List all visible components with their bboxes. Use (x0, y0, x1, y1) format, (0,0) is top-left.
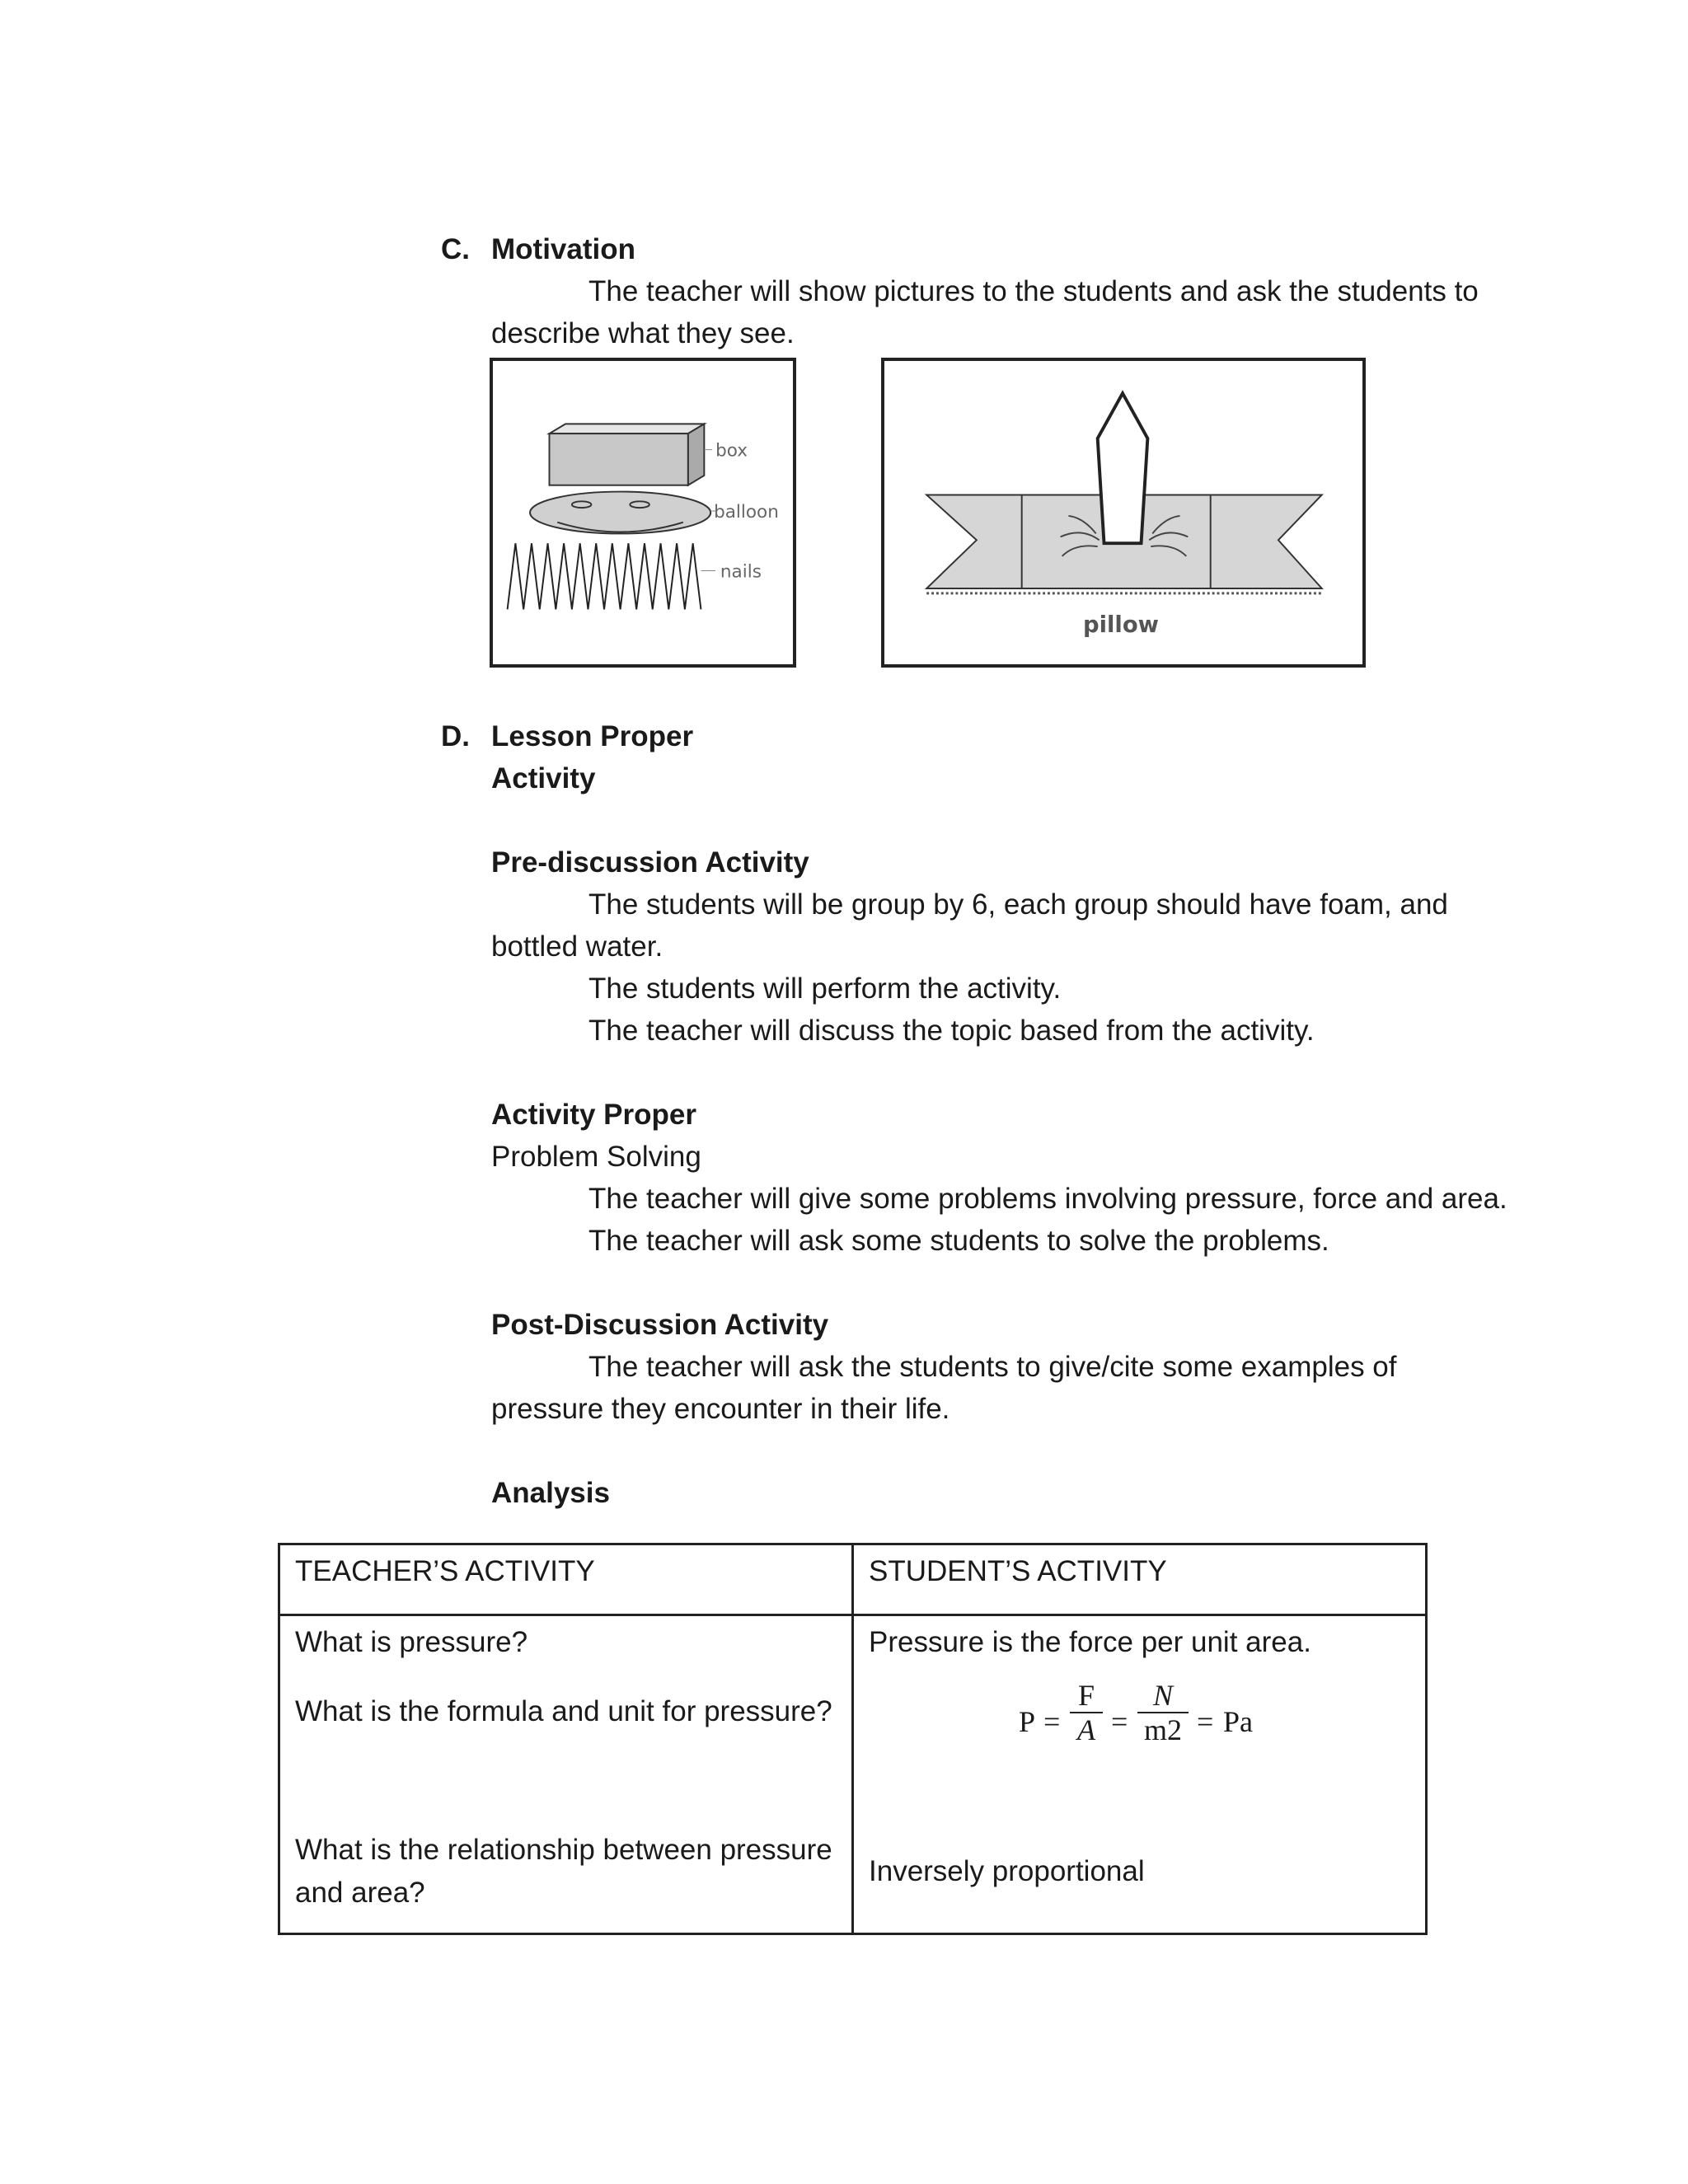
student-answers-cell (853, 1615, 1427, 1934)
question-3-line-1: What is the relationship between pressure (295, 1834, 832, 1866)
section-d-heading: Lesson Proper (491, 720, 694, 752)
section-c-paragraph-line-2: describe what they see. (491, 317, 795, 349)
section-c-marker: C. (441, 233, 470, 265)
section-c-heading: Motivation (491, 233, 635, 265)
label-pillow: pillow (1083, 612, 1159, 638)
section-d-subheading: Activity (491, 762, 596, 794)
pressure-formula (1019, 1679, 1282, 1761)
post-discussion-line-1: The teacher will ask the students to give/cite some examples of (588, 1351, 1397, 1383)
table-header-row (279, 1544, 1427, 1615)
activity-proper-line-1: The teacher will give some problems involving pressure, force and area. (588, 1183, 1507, 1215)
formula-area: A (1077, 1713, 1095, 1746)
formula-rhs: Pa (1223, 1705, 1253, 1738)
formula-fraction-force-area (1070, 1679, 1103, 1746)
analysis-table (278, 1543, 1428, 1935)
question-3-line-2: and area? (295, 1877, 425, 1909)
question-2: What is the formula and unit for pressure? (295, 1695, 832, 1727)
question-1: What is pressure? (295, 1626, 528, 1658)
activity-proper-title: Activity Proper (491, 1099, 696, 1131)
formula-square-meter: m2 (1143, 1713, 1182, 1746)
post-discussion-title: Post-Discussion Activity (491, 1309, 829, 1341)
activity-proper-subtitle: Problem Solving (491, 1141, 701, 1173)
analysis-title: Analysis (491, 1477, 610, 1509)
formula-newton: N (1137, 1679, 1189, 1713)
label-balloon: balloon (714, 501, 779, 523)
formula-equals-1: = (1043, 1705, 1061, 1738)
pillow-illustration (884, 361, 1362, 664)
post-discussion-line-2: pressure they encounter in their life. (491, 1393, 950, 1425)
pre-discussion-line-2: bottled water. (491, 930, 663, 963)
box-balloon-nails-illustration (493, 361, 793, 664)
label-box: box (715, 440, 748, 462)
label-nails: nails (720, 561, 762, 583)
formula-fraction-unit (1137, 1679, 1189, 1746)
formula-equals-3: = (1197, 1705, 1214, 1738)
pre-discussion-line-1: The students will be group by 6, each group should have foam, and (588, 888, 1448, 921)
formula-equals-2: = (1111, 1705, 1128, 1738)
header-student-activity: STUDENT’S ACTIVITY (853, 1544, 1427, 1615)
pre-discussion-line-4: The teacher will discuss the topic based from the activity. (588, 1015, 1315, 1047)
pre-discussion-line-3: The students will perform the activity. (588, 972, 1062, 1005)
table-body-row (279, 1615, 1427, 1934)
figure-pillow (881, 358, 1366, 668)
answer-1: Pressure is the force per unit area. (869, 1626, 1311, 1658)
activity-proper-line-2: The teacher will ask some students to solve the problems. (588, 1225, 1329, 1257)
teacher-questions-cell (279, 1615, 853, 1934)
formula-force: F (1070, 1679, 1103, 1713)
header-teacher-activity: TEACHER’S ACTIVITY (279, 1544, 853, 1615)
formula-lhs: P (1019, 1705, 1036, 1738)
section-d-marker: D. (441, 720, 470, 752)
section-c-paragraph-line-1: The teacher will show pictures to the students and ask the students to (588, 275, 1479, 307)
figure-box-balloon-nails (490, 358, 796, 668)
pre-discussion-title: Pre-discussion Activity (491, 846, 809, 879)
answer-3: Inversely proportional (869, 1855, 1145, 1887)
